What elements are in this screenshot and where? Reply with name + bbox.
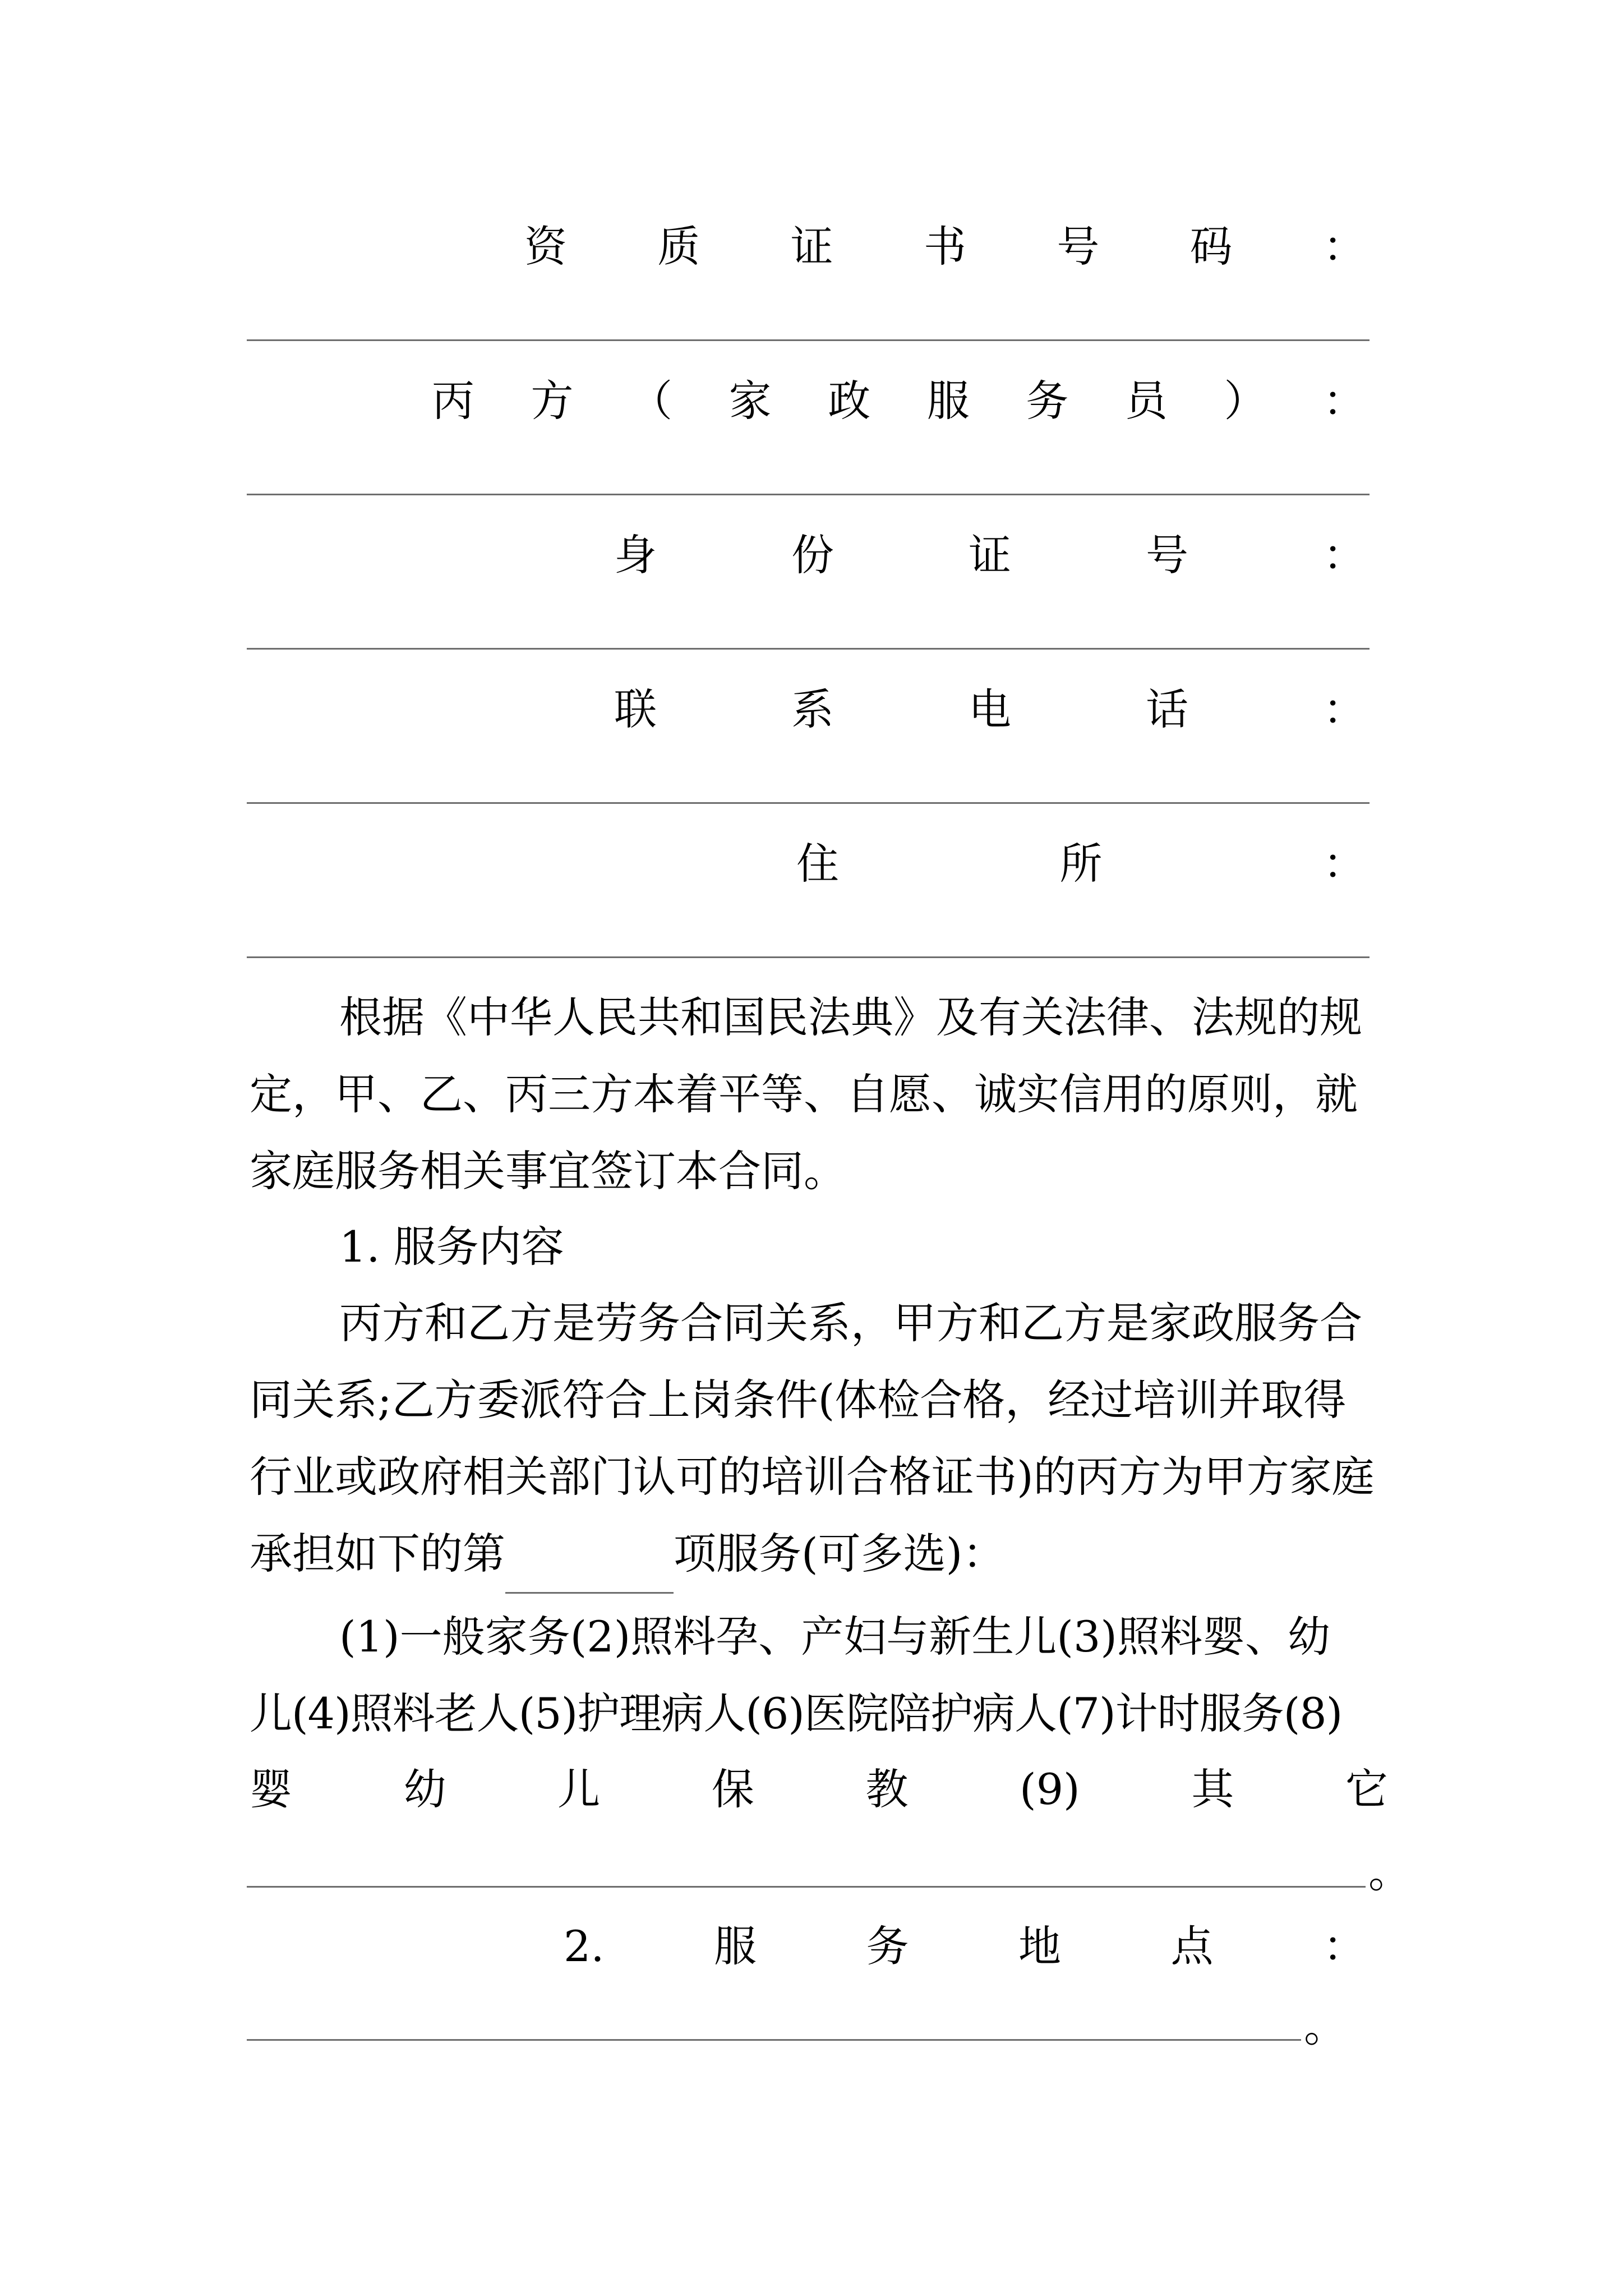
label-char: 所 [1059, 839, 1103, 889]
field-colon: ： [1322, 222, 1366, 272]
label-char: 资 [524, 222, 567, 272]
option-word: 儿 [557, 1764, 601, 1814]
label-char: 点 [1170, 1921, 1214, 1971]
label-char: 号 [1146, 530, 1188, 580]
options-line-1: (1)一般家务(2)照料孕、产妇与新生儿(3)照料婴、幼 [339, 1612, 1330, 1662]
label-char: 码 [1189, 222, 1233, 272]
label-char: 政 [828, 376, 871, 426]
option-word: 保 [711, 1764, 754, 1814]
label-char: 丙 [432, 376, 474, 426]
label-char: 份 [791, 530, 834, 580]
options-line-3 [250, 1753, 1388, 1826]
field-address [250, 825, 1366, 903]
fill-line[interactable] [247, 494, 1370, 495]
label-char: ） [1224, 376, 1267, 426]
label-char: 质 [657, 222, 700, 272]
field-colon: ： [1322, 1921, 1366, 1971]
label-char: 电 [969, 684, 1011, 734]
label-char: 务 [866, 1921, 909, 1971]
service-location-fill-line[interactable] [247, 2039, 1301, 2041]
label-char: 书 [923, 222, 966, 272]
label-char: 方 [531, 376, 574, 426]
label-char: 号 [1057, 222, 1100, 272]
item-number-blank[interactable] [505, 1515, 674, 1594]
field-party-c-domestic-worker [250, 362, 1366, 440]
options-line-2: 儿(4)照料老人(5)护理病人(6)医院陪护病人(7)计时服务(8) [250, 1688, 1343, 1738]
intro-paragraph: 根据《中华人民共和国民法典》及有关法律、法规的规定，甲、乙、丙三方本着平等、自愿、诚实信用的原则，就家庭服务相关事宜签订本合同。 [250, 992, 1362, 1196]
option-word: 其 [1191, 1764, 1234, 1814]
option-word: 教 [865, 1764, 909, 1814]
field-qualification-cert-no [250, 208, 1366, 286]
field-colon: ： [1323, 839, 1366, 889]
field-id-number [250, 516, 1366, 595]
field-colon: ： [1322, 376, 1366, 426]
label-char: 服 [926, 376, 970, 426]
fill-line[interactable] [247, 802, 1370, 804]
fill-line[interactable] [247, 648, 1370, 650]
label-char: 2. [564, 1921, 605, 1971]
other-service-fill-line[interactable] [247, 1886, 1366, 1888]
label-char: （ [630, 376, 673, 426]
label-char: 证 [969, 530, 1011, 580]
end-mark: 。 [1368, 1847, 1411, 1897]
label-char: 联 [614, 684, 657, 734]
label-char: 地 [1018, 1921, 1061, 1971]
label-char: 证 [790, 222, 833, 272]
option-word: (9) [1020, 1764, 1080, 1814]
option-word: 它 [1345, 1764, 1388, 1814]
end-mark: 。 [1304, 2001, 1347, 2051]
label-char: 员 [1124, 376, 1168, 426]
field-colon: ： [1323, 530, 1366, 580]
label-char: 务 [1026, 376, 1069, 426]
fill-line[interactable] [247, 956, 1370, 958]
field-phone [250, 670, 1366, 749]
fill-line[interactable] [247, 339, 1370, 341]
section-1-body-text: 丙方和乙方是劳务合同关系，甲方和乙方是家政服务合同关系;乙方委派符合上岗条件(体检合格，经过培训并取得行业或政府相关部门认可的培训合格证书)的丙方为甲方家庭承担如下的第 [250, 1298, 1375, 1579]
label-char: 系 [791, 684, 834, 734]
label-char: 话 [1146, 684, 1188, 734]
label-char: 家 [728, 376, 772, 426]
label-char: 服 [714, 1921, 757, 1971]
section-2-service-location [250, 1907, 1366, 1986]
label-char: 身 [614, 530, 657, 580]
section-1-heading: 1. 服务内容 [339, 1222, 564, 1272]
option-word: 幼 [403, 1764, 446, 1814]
section-1-body [250, 1285, 1388, 1594]
section-1-body-text-end: 项服务(可多选)： [674, 1529, 1006, 1579]
option-word: 婴 [250, 1764, 292, 1814]
field-colon: ： [1323, 684, 1366, 734]
label-char: 住 [796, 839, 839, 889]
